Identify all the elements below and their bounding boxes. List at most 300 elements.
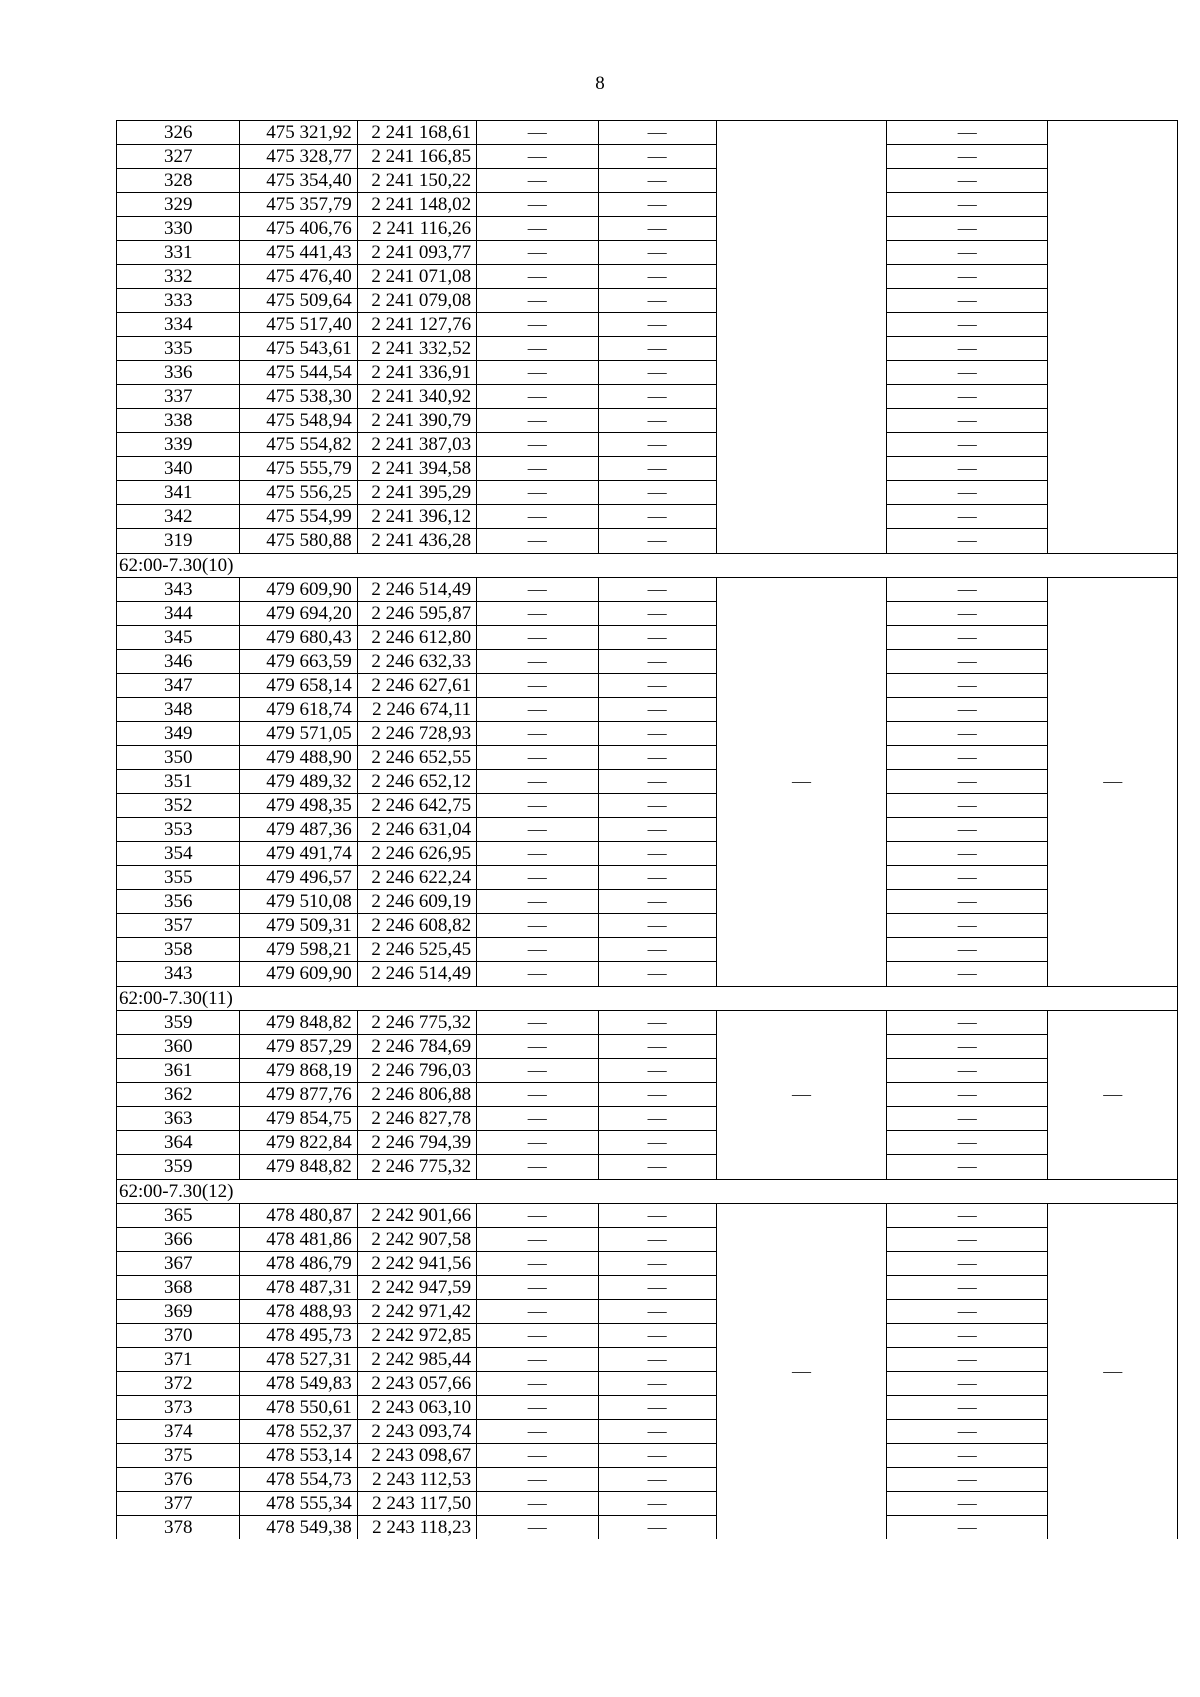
dash-cell: —	[598, 1252, 716, 1276]
y-coordinate: 2 241 148,02	[357, 193, 476, 217]
x-coordinate: 475 441,43	[240, 241, 357, 265]
y-coordinate: 2 241 390,79	[357, 409, 476, 433]
x-coordinate: 475 554,82	[240, 433, 357, 457]
dash-cell: —	[477, 1228, 598, 1252]
dash-cell: —	[598, 866, 716, 890]
point-number: 343	[117, 962, 240, 987]
point-number: 342	[117, 505, 240, 529]
point-number: 352	[117, 794, 240, 818]
dash-cell: —	[477, 361, 598, 385]
y-coordinate: 2 241 394,58	[357, 457, 476, 481]
dash-cell: —	[598, 385, 716, 409]
table-row	[117, 1468, 1178, 1492]
dash-cell: —	[598, 193, 716, 217]
x-coordinate: 475 556,25	[240, 481, 357, 505]
x-coordinate: 475 476,40	[240, 265, 357, 289]
dash-cell: —	[598, 938, 716, 962]
point-number: 368	[117, 1276, 240, 1300]
point-number: 331	[117, 241, 240, 265]
dash-cell: —	[477, 1011, 598, 1035]
section-label: 62:00-7.30(11)	[117, 987, 1178, 1011]
dash-cell: —	[477, 1252, 598, 1276]
table-row	[117, 818, 1178, 842]
y-coordinate: 2 242 907,58	[357, 1228, 476, 1252]
dash-cell: —	[887, 193, 1048, 217]
merged-cell	[716, 121, 886, 554]
point-number: 375	[117, 1444, 240, 1468]
y-coordinate: 2 241 387,03	[357, 433, 476, 457]
dash-cell: —	[887, 1155, 1048, 1180]
dash-cell: —	[887, 361, 1048, 385]
x-coordinate: 479 609,90	[240, 578, 357, 602]
dash-cell: —	[887, 1492, 1048, 1516]
x-coordinate: 475 517,40	[240, 313, 357, 337]
page-number: 8	[595, 73, 605, 94]
dash-cell: —	[598, 361, 716, 385]
table-row	[117, 313, 1178, 337]
x-coordinate: 479 496,57	[240, 866, 357, 890]
dash-cell: —	[477, 866, 598, 890]
x-coordinate: 478 495,73	[240, 1324, 357, 1348]
table-row	[117, 145, 1178, 169]
dash-cell: —	[598, 890, 716, 914]
dash-cell: —	[477, 1300, 598, 1324]
dash-cell: —	[887, 1204, 1048, 1228]
x-coordinate: 479 854,75	[240, 1107, 357, 1131]
point-number: 365	[117, 1204, 240, 1228]
dash-cell: —	[477, 1131, 598, 1155]
y-coordinate: 2 242 941,56	[357, 1252, 476, 1276]
dash-cell: —	[477, 1204, 598, 1228]
x-coordinate: 475 554,99	[240, 505, 357, 529]
dash-cell: —	[598, 842, 716, 866]
point-number: 366	[117, 1228, 240, 1252]
dash-cell: —	[477, 1468, 598, 1492]
dash-cell: —	[887, 1252, 1048, 1276]
y-coordinate: 2 246 728,93	[357, 722, 476, 746]
dash-cell: —	[887, 433, 1048, 457]
point-number: 327	[117, 145, 240, 169]
dash-cell: —	[477, 722, 598, 746]
x-coordinate: 479 618,74	[240, 698, 357, 722]
dash-cell: —	[598, 313, 716, 337]
point-number: 341	[117, 481, 240, 505]
x-coordinate: 479 822,84	[240, 1131, 357, 1155]
dash-cell: —	[477, 1516, 598, 1540]
y-coordinate: 2 246 775,32	[357, 1011, 476, 1035]
table-row	[117, 265, 1178, 289]
dash-cell: —	[887, 289, 1048, 313]
merged-cell: —	[716, 1204, 886, 1540]
dash-cell: —	[887, 1083, 1048, 1107]
table-row	[117, 602, 1178, 626]
dash-cell: —	[887, 794, 1048, 818]
x-coordinate: 479 571,05	[240, 722, 357, 746]
table-row	[117, 1228, 1178, 1252]
dash-cell: —	[477, 1348, 598, 1372]
dash-cell: —	[477, 385, 598, 409]
x-coordinate: 478 486,79	[240, 1252, 357, 1276]
dash-cell: —	[477, 337, 598, 361]
y-coordinate: 2 246 622,24	[357, 866, 476, 890]
section-header-row	[117, 987, 1178, 1011]
dash-cell: —	[477, 602, 598, 626]
dash-cell: —	[477, 1155, 598, 1180]
y-coordinate: 2 241 071,08	[357, 265, 476, 289]
x-coordinate: 479 491,74	[240, 842, 357, 866]
dash-cell: —	[477, 818, 598, 842]
y-coordinate: 2 241 340,92	[357, 385, 476, 409]
dash-cell: —	[887, 121, 1048, 145]
dash-cell: —	[598, 794, 716, 818]
dash-cell: —	[887, 1420, 1048, 1444]
point-number: 362	[117, 1083, 240, 1107]
point-number: 353	[117, 818, 240, 842]
point-number: 358	[117, 938, 240, 962]
dash-cell: —	[477, 1276, 598, 1300]
x-coordinate: 479 868,19	[240, 1059, 357, 1083]
y-coordinate: 2 246 827,78	[357, 1107, 476, 1131]
x-coordinate: 475 406,76	[240, 217, 357, 241]
x-coordinate: 475 544,54	[240, 361, 357, 385]
x-coordinate: 478 488,93	[240, 1300, 357, 1324]
dash-cell: —	[477, 674, 598, 698]
section-label: 62:00-7.30(10)	[117, 554, 1178, 578]
y-coordinate: 2 243 112,53	[357, 1468, 476, 1492]
dash-cell: —	[477, 217, 598, 241]
dash-cell: —	[887, 866, 1048, 890]
dash-cell: —	[598, 914, 716, 938]
dash-cell: —	[887, 626, 1048, 650]
dash-cell: —	[887, 674, 1048, 698]
table-row	[117, 1396, 1178, 1420]
y-coordinate: 2 246 514,49	[357, 578, 476, 602]
dash-cell: —	[887, 650, 1048, 674]
point-number: 360	[117, 1035, 240, 1059]
dash-cell: —	[598, 121, 716, 145]
y-coordinate: 2 243 118,23	[357, 1516, 476, 1540]
dash-cell: —	[887, 1300, 1048, 1324]
dash-cell: —	[887, 890, 1048, 914]
y-coordinate: 2 243 063,10	[357, 1396, 476, 1420]
point-number: 350	[117, 746, 240, 770]
table-row	[117, 866, 1178, 890]
table-row	[117, 722, 1178, 746]
point-number: 361	[117, 1059, 240, 1083]
x-coordinate: 478 553,14	[240, 1444, 357, 1468]
dash-cell: —	[887, 145, 1048, 169]
x-coordinate: 478 550,61	[240, 1396, 357, 1420]
table-row	[117, 938, 1178, 962]
dash-cell: —	[598, 265, 716, 289]
dash-cell: —	[598, 1492, 716, 1516]
table-row	[117, 457, 1178, 481]
x-coordinate: 478 549,38	[240, 1516, 357, 1540]
dash-cell: —	[887, 1107, 1048, 1131]
dash-cell: —	[477, 1420, 598, 1444]
table-row	[117, 1204, 1178, 1228]
dash-cell: —	[887, 1468, 1048, 1492]
x-coordinate: 479 598,21	[240, 938, 357, 962]
table-row	[117, 1276, 1178, 1300]
table-row	[117, 217, 1178, 241]
y-coordinate: 2 246 652,12	[357, 770, 476, 794]
table-row	[117, 337, 1178, 361]
y-coordinate: 2 246 626,95	[357, 842, 476, 866]
dash-cell: —	[887, 505, 1048, 529]
point-number: 351	[117, 770, 240, 794]
dash-cell: —	[887, 842, 1048, 866]
dash-cell: —	[598, 962, 716, 987]
y-coordinate: 2 241 332,52	[357, 337, 476, 361]
dash-cell: —	[887, 698, 1048, 722]
dash-cell: —	[598, 1155, 716, 1180]
x-coordinate: 478 549,83	[240, 1372, 357, 1396]
dash-cell: —	[598, 1396, 716, 1420]
x-coordinate: 479 498,35	[240, 794, 357, 818]
dash-cell: —	[598, 529, 716, 554]
dash-cell: —	[887, 1516, 1048, 1540]
y-coordinate: 2 246 627,61	[357, 674, 476, 698]
dash-cell: —	[887, 1372, 1048, 1396]
y-coordinate: 2 241 436,28	[357, 529, 476, 554]
point-number: 363	[117, 1107, 240, 1131]
y-coordinate: 2 242 901,66	[357, 1204, 476, 1228]
point-number: 376	[117, 1468, 240, 1492]
y-coordinate: 2 246 608,82	[357, 914, 476, 938]
dash-cell: —	[598, 626, 716, 650]
point-number: 355	[117, 866, 240, 890]
dash-cell: —	[887, 578, 1048, 602]
x-coordinate: 475 509,64	[240, 289, 357, 313]
dash-cell: —	[477, 313, 598, 337]
dash-cell: —	[887, 217, 1048, 241]
dash-cell: —	[477, 650, 598, 674]
dash-cell: —	[477, 145, 598, 169]
dash-cell: —	[598, 1444, 716, 1468]
merged-cell	[1048, 121, 1178, 554]
table-row	[117, 770, 1178, 794]
table-row	[117, 505, 1178, 529]
y-coordinate: 2 241 396,12	[357, 505, 476, 529]
table-row	[117, 241, 1178, 265]
dash-cell: —	[887, 241, 1048, 265]
x-coordinate: 475 357,79	[240, 193, 357, 217]
table-row	[117, 698, 1178, 722]
x-coordinate: 479 609,90	[240, 962, 357, 987]
dash-cell: —	[887, 337, 1048, 361]
dash-cell: —	[477, 241, 598, 265]
point-number: 359	[117, 1011, 240, 1035]
dash-cell: —	[887, 770, 1048, 794]
point-number: 357	[117, 914, 240, 938]
dash-cell: —	[598, 1035, 716, 1059]
dash-cell: —	[598, 578, 716, 602]
dash-cell: —	[887, 938, 1048, 962]
merged-cell: —	[1048, 578, 1178, 987]
table-row	[117, 1059, 1178, 1083]
y-coordinate: 2 246 609,19	[357, 890, 476, 914]
y-coordinate: 2 246 525,45	[357, 938, 476, 962]
y-coordinate: 2 242 985,44	[357, 1348, 476, 1372]
table-row	[117, 1083, 1178, 1107]
y-coordinate: 2 241 150,22	[357, 169, 476, 193]
x-coordinate: 479 663,59	[240, 650, 357, 674]
table-row	[117, 121, 1178, 145]
table-row	[117, 1252, 1178, 1276]
table-row	[117, 529, 1178, 554]
table-row	[117, 1516, 1178, 1540]
dash-cell: —	[887, 1228, 1048, 1252]
point-number: 326	[117, 121, 240, 145]
table-row	[117, 578, 1178, 602]
x-coordinate: 479 680,43	[240, 626, 357, 650]
x-coordinate: 478 487,31	[240, 1276, 357, 1300]
table-row	[117, 626, 1178, 650]
x-coordinate: 475 538,30	[240, 385, 357, 409]
x-coordinate: 478 555,34	[240, 1492, 357, 1516]
table-row	[117, 289, 1178, 313]
point-number: 346	[117, 650, 240, 674]
point-number: 339	[117, 433, 240, 457]
y-coordinate: 2 241 336,91	[357, 361, 476, 385]
x-coordinate: 479 658,14	[240, 674, 357, 698]
x-coordinate: 475 580,88	[240, 529, 357, 554]
y-coordinate: 2 241 395,29	[357, 481, 476, 505]
y-coordinate: 2 241 079,08	[357, 289, 476, 313]
point-number: 336	[117, 361, 240, 385]
y-coordinate: 2 241 166,85	[357, 145, 476, 169]
point-number: 328	[117, 169, 240, 193]
dash-cell: —	[477, 938, 598, 962]
point-number: 354	[117, 842, 240, 866]
table-row	[117, 650, 1178, 674]
point-number: 343	[117, 578, 240, 602]
y-coordinate: 2 246 612,80	[357, 626, 476, 650]
dash-cell: —	[887, 385, 1048, 409]
table-row	[117, 1155, 1178, 1180]
dash-cell: —	[477, 1107, 598, 1131]
point-number: 330	[117, 217, 240, 241]
dash-cell: —	[477, 1444, 598, 1468]
table-row	[117, 169, 1178, 193]
point-number: 378	[117, 1516, 240, 1540]
point-number: 345	[117, 626, 240, 650]
dash-cell: —	[477, 698, 598, 722]
coordinates-table	[116, 120, 1178, 1539]
dash-cell: —	[598, 1324, 716, 1348]
dash-cell: —	[477, 193, 598, 217]
dash-cell: —	[887, 1324, 1048, 1348]
x-coordinate: 475 321,92	[240, 121, 357, 145]
point-number: 369	[117, 1300, 240, 1324]
y-coordinate: 2 243 098,67	[357, 1444, 476, 1468]
dash-cell: —	[887, 529, 1048, 554]
dash-cell: —	[477, 265, 598, 289]
dash-cell: —	[598, 1204, 716, 1228]
y-coordinate: 2 243 117,50	[357, 1492, 476, 1516]
table-row	[117, 1107, 1178, 1131]
dash-cell: —	[477, 433, 598, 457]
dash-cell: —	[598, 1348, 716, 1372]
table-row	[117, 746, 1178, 770]
x-coordinate: 475 328,77	[240, 145, 357, 169]
table-row	[117, 1372, 1178, 1396]
dash-cell: —	[477, 1059, 598, 1083]
x-coordinate: 479 488,90	[240, 746, 357, 770]
dash-cell: —	[598, 1228, 716, 1252]
dash-cell: —	[598, 289, 716, 313]
point-number: 333	[117, 289, 240, 313]
table-row	[117, 1035, 1178, 1059]
section-header-row	[117, 554, 1178, 578]
x-coordinate: 479 487,36	[240, 818, 357, 842]
x-coordinate: 478 527,31	[240, 1348, 357, 1372]
dash-cell: —	[887, 313, 1048, 337]
point-number: 370	[117, 1324, 240, 1348]
dash-cell: —	[477, 962, 598, 987]
dash-cell: —	[598, 602, 716, 626]
dash-cell: —	[887, 1011, 1048, 1035]
x-coordinate: 479 694,20	[240, 602, 357, 626]
table-row	[117, 1420, 1178, 1444]
dash-cell: —	[477, 409, 598, 433]
y-coordinate: 2 243 093,74	[357, 1420, 476, 1444]
dash-cell: —	[598, 1468, 716, 1492]
point-number: 349	[117, 722, 240, 746]
dash-cell: —	[887, 1131, 1048, 1155]
table-row	[117, 1492, 1178, 1516]
dash-cell: —	[477, 842, 598, 866]
table-row	[117, 361, 1178, 385]
point-number: 348	[117, 698, 240, 722]
dash-cell: —	[887, 1348, 1048, 1372]
merged-cell: —	[1048, 1204, 1178, 1540]
point-number: 347	[117, 674, 240, 698]
y-coordinate: 2 246 775,32	[357, 1155, 476, 1180]
dash-cell: —	[477, 529, 598, 554]
y-coordinate: 2 246 652,55	[357, 746, 476, 770]
dash-cell: —	[598, 457, 716, 481]
x-coordinate: 478 552,37	[240, 1420, 357, 1444]
dash-cell: —	[477, 890, 598, 914]
dash-cell: —	[477, 1324, 598, 1348]
point-number: 377	[117, 1492, 240, 1516]
point-number: 367	[117, 1252, 240, 1276]
dash-cell: —	[598, 1300, 716, 1324]
dash-cell: —	[598, 409, 716, 433]
table-body	[117, 121, 1178, 1540]
y-coordinate: 2 246 631,04	[357, 818, 476, 842]
table-row	[117, 385, 1178, 409]
dash-cell: —	[598, 481, 716, 505]
x-coordinate: 478 481,86	[240, 1228, 357, 1252]
dash-cell: —	[477, 1035, 598, 1059]
dash-cell: —	[598, 722, 716, 746]
table-row	[117, 193, 1178, 217]
point-number: 356	[117, 890, 240, 914]
y-coordinate: 2 246 595,87	[357, 602, 476, 626]
point-number: 344	[117, 602, 240, 626]
dash-cell: —	[887, 409, 1048, 433]
dash-cell: —	[598, 818, 716, 842]
x-coordinate: 479 509,31	[240, 914, 357, 938]
y-coordinate: 2 243 057,66	[357, 1372, 476, 1396]
point-number: 340	[117, 457, 240, 481]
dash-cell: —	[477, 1372, 598, 1396]
merged-cell: —	[716, 1011, 886, 1180]
dash-cell: —	[598, 505, 716, 529]
